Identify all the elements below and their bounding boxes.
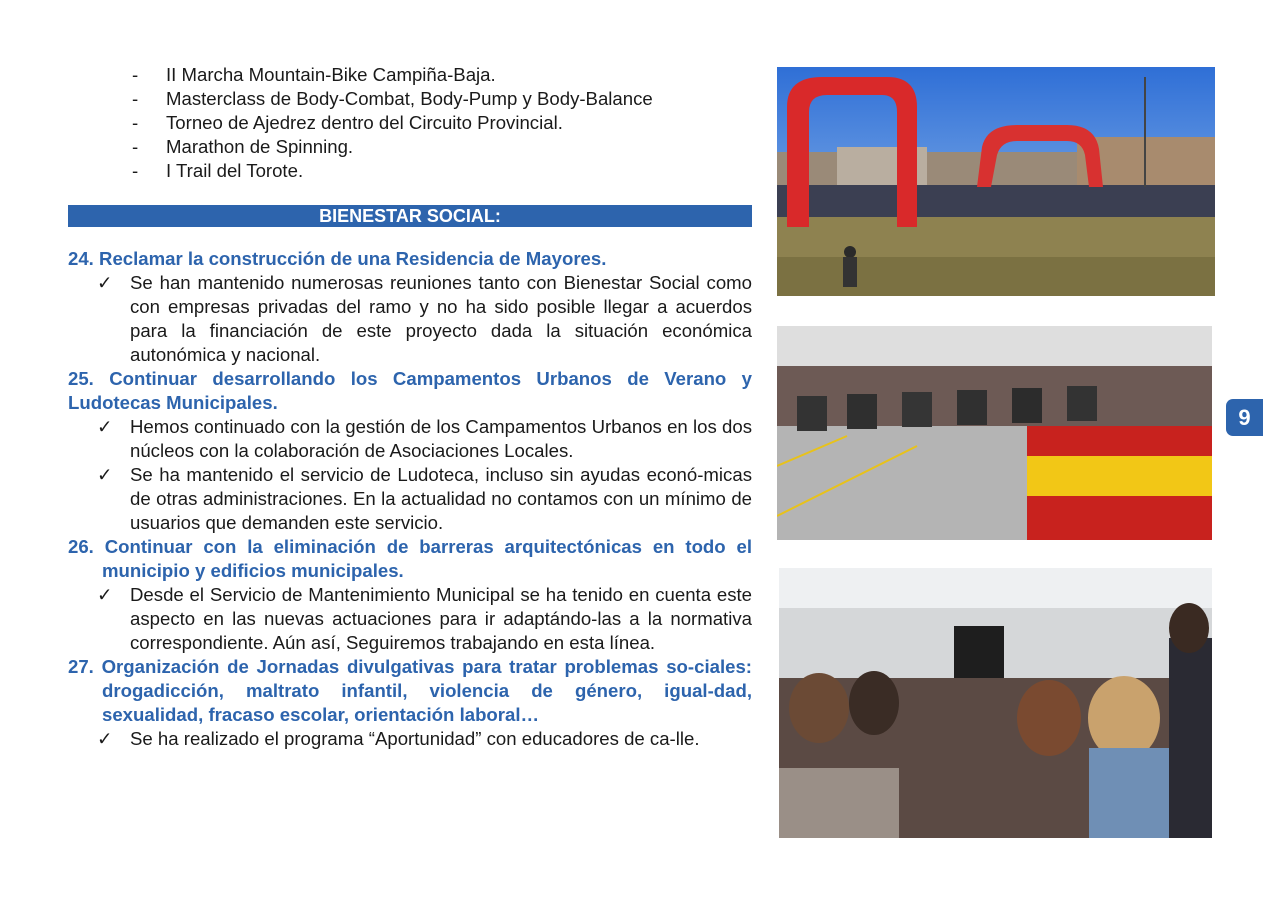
race-photo: [777, 67, 1215, 296]
item-heading: 25. Continuar desarrollando los Campamentos Urbanos de Verano y Ludotecas Municipales.: [68, 368, 752, 413]
page-number-badge: 9: [1226, 399, 1263, 436]
bullet-item: ✓ Desde el Servicio de Mantenimiento Municipal se ha tenido en cuenta este aspecto en las nuevas actuaciones para ir adaptándo-las a la normativa correspondiente. Aún así, Seguiremos trabajando en esta línea.: [97, 584, 752, 653]
main-column: [68, 63, 752, 751]
section-title: BIENESTAR SOCIAL:: [68, 205, 752, 227]
spinning-photo: [777, 326, 1212, 540]
check-icon: ✓: [97, 272, 113, 293]
list-item: - I Trail del Torote.: [132, 160, 304, 181]
bullet-item: ✓ Se han mantenido numerosas reuniones tanto con Bienestar Social como con empresas privadas del ramo y no ha sido posible llegar a acuerdos para la financiación de este proyecto dada la situación económica autonómica y nacional.: [97, 272, 752, 365]
check-icon: ✓: [97, 416, 113, 437]
list-item: - Torneo de Ajedrez dentro del Circuito Provincial.: [132, 112, 563, 133]
check-icon: ✓: [97, 584, 113, 605]
item-heading: 26. Continuar con la eliminación de barreras arquitectónicas en todo el municipio y edificios municipales.: [68, 536, 752, 581]
bullet-item: ✓ Se ha mantenido el servicio de Ludoteca, incluso sin ayudas econó-micas de otras administraciones. En la actualidad no contamos con un mínimo de usuarios que demanden este servicio.: [97, 464, 752, 533]
check-icon: ✓: [97, 464, 113, 485]
bullet-item: ✓ Se ha realizado el programa “Aportunidad” con educadores de ca-lle.: [97, 728, 700, 749]
list-item: - Masterclass de Body-Combat, Body-Pump y Body-Balance: [132, 88, 653, 109]
seminar-photo: [779, 568, 1212, 838]
events-list: [68, 63, 752, 183]
bullet-item: ✓ Hemos continuado con la gestión de los Campamentos Urbanos en los dos núcleos con la colaboración de Asociaciones Locales.: [97, 416, 752, 461]
check-icon: ✓: [97, 728, 113, 749]
item-heading: 24. Reclamar la construcción de una Residencia de Mayores.: [68, 248, 607, 269]
item-heading: 27. Organización de Jornadas divulgativas para tratar problemas so-ciales: drogadicción, maltrato infantil, violencia de género, igual-dad, sexualidad, fracaso escolar, orientación laboral…: [68, 656, 752, 725]
list-item: - II Marcha Mountain-Bike Campiña-Baja.: [132, 64, 496, 85]
list-item: - Marathon de Spinning.: [132, 136, 354, 157]
